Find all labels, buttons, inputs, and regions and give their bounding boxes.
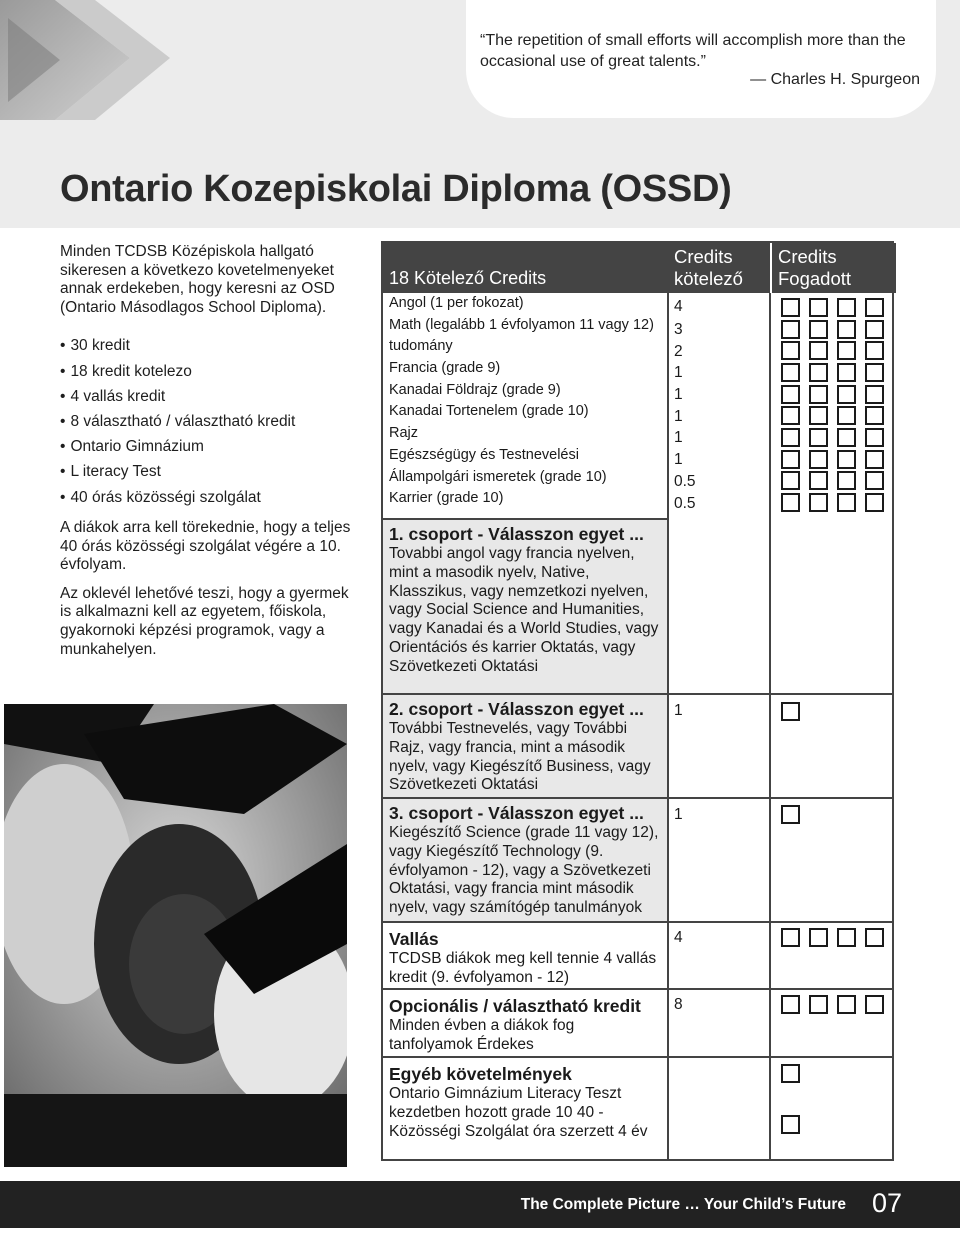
core-credit-value: 1 (674, 364, 683, 381)
table-header-earned: Credits Fogadott (770, 243, 896, 293)
table-row: Kanadai Földrajz (grade 9) (389, 381, 561, 398)
checkbox[interactable] (781, 471, 800, 490)
table-row: Kanadai Tortenelem (grade 10) (389, 403, 589, 420)
table-row: Math (legalább 1 évfolyamon 11 vagy 12) (389, 316, 654, 333)
checkbox[interactable] (837, 493, 856, 512)
optional-body: Minden évben a diákok fog tanfolyamok Érdekes (389, 1017, 575, 1053)
core-checkbox-row (781, 363, 884, 382)
checkbox[interactable] (781, 493, 800, 512)
core-credit-value: 0.5 (674, 473, 696, 490)
checkbox[interactable] (865, 995, 884, 1014)
checkbox[interactable] (809, 493, 828, 512)
row-divider (668, 1056, 894, 1058)
checkbox[interactable] (809, 428, 828, 447)
checkbox[interactable] (837, 363, 856, 382)
checkbox[interactable] (837, 450, 856, 469)
checkbox[interactable] (837, 320, 856, 339)
religion-checkbox-row (781, 928, 884, 947)
core-credit-value: 2 (674, 343, 683, 360)
column-divider (769, 293, 771, 1159)
group1-section (383, 518, 667, 693)
row-divider (668, 797, 894, 799)
optional-checkbox-row (781, 995, 884, 1014)
checkbox[interactable] (837, 471, 856, 490)
footer-tagline: The Complete Picture … Your Child’s Future (520, 1196, 846, 1213)
checkbox[interactable] (865, 298, 884, 317)
page-number: 07 (871, 1188, 902, 1218)
table-row: Karrier (grade 10) (389, 490, 504, 507)
group2-credit-value: 1 (674, 702, 683, 719)
checkbox[interactable] (781, 450, 800, 469)
group2-checkbox-row (781, 702, 800, 721)
graduates-illustration (4, 704, 347, 1167)
core-credit-value: 1 (674, 386, 683, 403)
group3-title: 3. csoport - Válasszon egyet ... (389, 803, 644, 823)
checkbox[interactable] (837, 928, 856, 947)
checkbox[interactable] (865, 928, 884, 947)
core-checkbox-row (781, 471, 884, 490)
checkbox[interactable] (781, 406, 800, 425)
row-divider (668, 693, 894, 695)
core-credit-value: 1 (674, 408, 683, 425)
table-row: Állampolgári ismeretek (grade 10) (389, 468, 607, 485)
checkbox[interactable] (809, 406, 828, 425)
table-row: Francia (grade 9) (389, 360, 501, 377)
literacy-checkbox-row (781, 1064, 800, 1083)
table-row: Egészségügy és Testnevelési (389, 446, 579, 463)
core-checkbox-row (781, 320, 884, 339)
core-credit-value: 1 (674, 429, 683, 446)
diploma-paragraph: Az oklevél lehetővé teszi, hogy a gyermek is alkalmazni kell az egyetem, főiskola, gyakornoki képzési programok, vagy a munkahelyen. (60, 584, 349, 658)
checkbox[interactable] (809, 450, 828, 469)
checkbox[interactable] (781, 805, 800, 824)
religion-body: TCDSB diákok meg kell tennie 4 vallás kredit (9. évfolyamon - 12) (389, 950, 657, 986)
group1-body: Tovabbi angol vagy francia nyelven, mint a masodik nyelv, Native, Klasszikus, vagy nemzetkozi nyelven, vagy Social Science and Humanities, vagy Kanadai és a World Studies, vagy Orientációs és karrier Oktatás, vagy Szövetkezeti Oktatási (389, 545, 659, 675)
checkbox[interactable] (781, 995, 800, 1014)
checkbox[interactable] (781, 1115, 800, 1134)
other-requirements-section (383, 1056, 667, 1159)
list-item: • 18 kredit kotelezo (60, 363, 360, 382)
requirements-list (60, 337, 360, 507)
checkbox[interactable] (865, 385, 884, 404)
decorative-arrows-icon (0, 0, 470, 120)
table-row: Angol (1 per fokozat) (389, 295, 524, 311)
list-item: • L iteracy Test (60, 463, 360, 482)
checkbox[interactable] (781, 702, 800, 721)
service-paragraph: A diákok arra kell törekednie, hogy a teljes 40 órás közösségi szolgálat végére a 10. évfolyam. (60, 519, 351, 574)
checkbox[interactable] (809, 928, 828, 947)
core-checkbox-row (781, 450, 884, 469)
core-checkbox-row (781, 406, 884, 425)
checkbox[interactable] (865, 341, 884, 360)
checkbox[interactable] (865, 493, 884, 512)
checkbox[interactable] (837, 995, 856, 1014)
footer-bar (0, 1181, 960, 1228)
core-checkbox-row (781, 385, 884, 404)
optional-title: Opcionális / választható kredit (389, 996, 641, 1016)
checkbox[interactable] (809, 363, 828, 382)
group1-title: 1. csoport - Válasszon egyet ... (389, 524, 644, 544)
checkbox[interactable] (837, 385, 856, 404)
core-checkbox-row (781, 298, 884, 317)
list-item: • 30 kredit (60, 337, 360, 356)
checkbox[interactable] (781, 363, 800, 382)
checkbox[interactable] (809, 995, 828, 1014)
checkbox[interactable] (837, 406, 856, 425)
checkbox[interactable] (781, 1064, 800, 1083)
checkbox[interactable] (781, 341, 800, 360)
checkbox[interactable] (809, 385, 828, 404)
table-row: tudomány (389, 338, 453, 355)
checkbox[interactable] (809, 320, 828, 339)
religion-title: Vallás (389, 929, 439, 949)
checkbox[interactable] (865, 428, 884, 447)
other-title: Egyéb követelmények (389, 1064, 572, 1084)
graduates-photo (4, 704, 347, 1167)
list-item: • 40 órás közösségi szolgálat (60, 489, 360, 508)
intro-column (60, 243, 360, 669)
column-divider (667, 293, 669, 1159)
checkbox[interactable] (781, 928, 800, 947)
checkbox[interactable] (809, 471, 828, 490)
religion-credit-value: 4 (674, 929, 683, 946)
checkbox[interactable] (837, 428, 856, 447)
row-divider (668, 921, 894, 923)
list-item: • 8 választható / választható kredit (60, 413, 360, 432)
checkbox[interactable] (781, 428, 800, 447)
group2-body: További Testnevelés, vagy További Rajz, vagy francia, mint a második nyelv, vagy Kiegészítő Business, vagy Szövetkezeti Oktatási (389, 720, 651, 794)
credits-table (381, 241, 894, 1161)
group3-section (383, 797, 667, 921)
checkbox[interactable] (809, 341, 828, 360)
table-header-main: 18 Kötelező Credits (383, 243, 668, 293)
core-credit-value: 4 (674, 298, 683, 315)
service-checkbox-row (781, 1115, 800, 1134)
checkbox[interactable] (865, 363, 884, 382)
quote-author: — Charles H. Spurgeon (750, 71, 920, 88)
list-item: • Ontario Gimnázium (60, 438, 360, 457)
optional-section (383, 988, 667, 1056)
checkbox[interactable] (865, 406, 884, 425)
table-header-required: Credits kötelező (668, 243, 770, 293)
checkbox[interactable] (865, 320, 884, 339)
row-divider (668, 988, 894, 990)
other-body: Ontario Gimnázium Literacy Teszt kezdetben hozott grade 10 40 - Közösségi Szolgálat óra szerzett 4 év (389, 1085, 648, 1140)
core-credit-value: 1 (674, 451, 683, 468)
group3-checkbox-row (781, 805, 800, 824)
checkbox[interactable] (781, 320, 800, 339)
core-checkbox-row (781, 493, 884, 512)
checkbox[interactable] (809, 298, 828, 317)
list-item: • 4 vallás kredit (60, 388, 360, 407)
group3-credit-value: 1 (674, 806, 683, 823)
core-checkbox-row (781, 428, 884, 447)
religion-section (383, 921, 667, 988)
group2-title: 2. csoport - Válasszon egyet ... (389, 699, 644, 719)
core-credit-value: 3 (674, 321, 683, 338)
group2-section (383, 693, 667, 797)
core-checkbox-row (781, 341, 884, 360)
checkbox[interactable] (837, 341, 856, 360)
group3-body: Kiegészítő Science (grade 11 vagy 12), vagy Kiegészítő Technology (9. évfolyamon - 12), vagy a Szövetkezeti Oktatási, vagy francia mint második nyelv, vagy számítógép tanulmányok (389, 824, 659, 917)
page-title: Ontario Kozepiskolai Diploma (OSSD) (60, 168, 732, 210)
core-credit-value: 0.5 (674, 495, 696, 512)
checkbox[interactable] (865, 471, 884, 490)
header-band (0, 0, 960, 228)
checkbox[interactable] (837, 298, 856, 317)
checkbox[interactable] (865, 450, 884, 469)
checkbox[interactable] (781, 298, 800, 317)
table-row: Rajz (389, 425, 419, 442)
optional-credit-value: 8 (674, 996, 683, 1013)
intro-paragraph: Minden TCDSB Középiskola hallgató sikeresen a következo kovetelmenyeket annak erdekeben, hogy keresni az OSD (Ontario Másodlagos School Diploma). (60, 243, 335, 316)
core-subjects (383, 293, 667, 518)
quote-text: “The repetition of small efforts will accomplish more than the occasional use of great talents.” (480, 32, 906, 70)
checkbox[interactable] (781, 385, 800, 404)
